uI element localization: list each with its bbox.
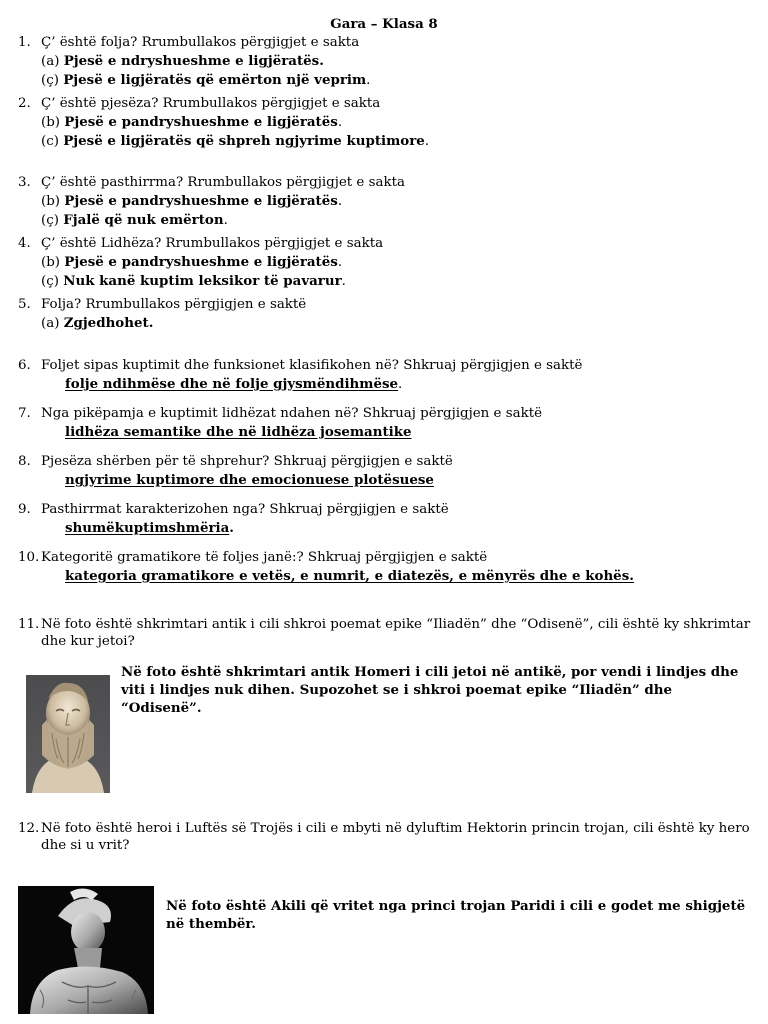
question-text: Ç’ është pjesëza? Rrumbullakos përgjigjet e sakta bbox=[41, 96, 381, 111]
question-10 bbox=[18, 549, 758, 585]
option-period: . bbox=[337, 115, 343, 130]
option-text: Pjesë e pandryshueshme e ligjëratës bbox=[64, 114, 338, 130]
answer-12: Në foto është Akili që vritet nga princi trojan Paridi i cili e godet me shigjetë në thembër. bbox=[166, 898, 746, 932]
question-text: Kategoritë gramatikore të foljes janë:? Shkruaj përgjigjen e saktë bbox=[41, 550, 488, 565]
option-period: . bbox=[424, 134, 430, 149]
written-answer bbox=[18, 423, 758, 441]
option-letter: (a) bbox=[41, 54, 64, 69]
option-letter: (b) bbox=[41, 194, 65, 209]
question-number: 7. bbox=[18, 406, 31, 421]
question-number: 6. bbox=[18, 358, 31, 373]
question-1 bbox=[18, 34, 758, 90]
answer-text: folje ndihmëse dhe në folje gjysmëndihmëse bbox=[65, 376, 399, 392]
option-text: Nuk kanë kuptim leksikor të pavarur bbox=[63, 273, 342, 289]
option[interactable] bbox=[18, 253, 758, 272]
question-text: Foljet sipas kuptimit dhe funksionet klasifikohen në? Shkruaj përgjigjen e saktë bbox=[41, 358, 583, 373]
question-number: 5. bbox=[18, 297, 31, 312]
answer-period: . bbox=[229, 520, 234, 536]
achilles-statue-photo bbox=[18, 886, 154, 1014]
option[interactable] bbox=[18, 132, 758, 151]
question-text: Në foto është heroi i Luftës së Trojës i cili e mbyti në dyluftim Hektorin princin trojan, cili është ky hero dhe si u vrit? bbox=[41, 821, 750, 853]
option-letter: (b) bbox=[41, 255, 65, 270]
option-text: Zgjedhohet bbox=[63, 315, 149, 331]
option[interactable] bbox=[18, 314, 758, 333]
answer-11: Në foto është shkrimtari antik Homeri i cili jetoi në antikë, por vendi i lindjes dhe viti i lindjes nuk dihen. Supozohet se i shkroi poemat epike “Iliadën” dhe “Odisenë”. bbox=[121, 664, 739, 716]
option-letter: (ç) bbox=[41, 274, 64, 289]
answer-text: shumëkuptimshmëria bbox=[65, 520, 230, 536]
question-2 bbox=[18, 95, 758, 151]
question-number: 3. bbox=[18, 175, 31, 190]
question-text: Ç’ është Lidhëza? Rrumbullakos përgjigjet e sakta bbox=[41, 236, 384, 251]
option-period: . bbox=[366, 73, 371, 88]
written-answer bbox=[18, 519, 758, 537]
achilles-statue-image bbox=[18, 886, 154, 1014]
question-6 bbox=[18, 357, 758, 394]
written-answer bbox=[18, 375, 758, 394]
option[interactable] bbox=[18, 211, 758, 230]
option[interactable] bbox=[18, 192, 758, 211]
question-9 bbox=[18, 501, 758, 537]
option-letter: (b) bbox=[41, 115, 65, 130]
question-number: 8. bbox=[18, 454, 31, 469]
question-number: 2. bbox=[18, 96, 31, 111]
option-period: . bbox=[319, 53, 324, 69]
option-letter: (c) bbox=[41, 134, 64, 149]
question-text: Nga pikëpamja e kuptimit lidhëzat ndahen në? Shkruaj përgjigjen e saktë bbox=[41, 406, 543, 421]
option-text: Pjesë e pandryshueshme e ligjëratës bbox=[64, 254, 338, 270]
question-text: Ç’ është pasthirrma? Rrumbullakos përgjigjet e sakta bbox=[41, 175, 405, 190]
option-period: . bbox=[341, 274, 346, 289]
question-text: Pasthirrmat karakterizohen nga? Shkruaj përgjigjen e saktë bbox=[41, 502, 449, 517]
option-text: Pjesë e pandryshueshme e ligjëratës bbox=[64, 193, 338, 209]
written-answer bbox=[18, 471, 758, 489]
question-8 bbox=[18, 453, 758, 489]
answer-text: ngjyrime kuptimore dhe emocionuese plotësuese bbox=[65, 472, 434, 488]
option-letter: (a) bbox=[41, 316, 64, 331]
question-4 bbox=[18, 235, 758, 291]
question-5 bbox=[18, 296, 758, 333]
question-text: Ç’ është folja? Rrumbullakos përgjigjet e sakta bbox=[41, 35, 360, 50]
option[interactable] bbox=[18, 272, 758, 291]
option-text: Fjalë që nuk emërton bbox=[63, 212, 224, 228]
question-number: 12. bbox=[18, 821, 40, 836]
homer-bust-photo bbox=[26, 675, 110, 793]
option-letter: (ç) bbox=[41, 73, 64, 88]
option[interactable] bbox=[18, 113, 758, 132]
option-letter: (ç) bbox=[41, 213, 64, 228]
option-text: Pjesë e ligjëratës që shpreh ngjyrime kuptimore bbox=[63, 133, 425, 149]
question-text: Folja? Rrumbullakos përgjigjen e saktë bbox=[41, 297, 307, 312]
question-number: 4. bbox=[18, 236, 31, 251]
question-3 bbox=[18, 174, 758, 230]
answer-text: kategoria gramatikore e vetës, e numrit, e diatezës, e mënyrës dhe e kohës. bbox=[65, 568, 634, 584]
answer-period: . bbox=[398, 377, 403, 392]
question-number: 11. bbox=[18, 617, 40, 632]
option-period: . bbox=[337, 255, 343, 270]
answer-text: lidhëza semantike dhe në lidhëza josemantike bbox=[65, 424, 412, 440]
page-title: Gara – Klasa 8 bbox=[330, 16, 438, 32]
question-number: 9. bbox=[18, 502, 31, 517]
option-period: . bbox=[223, 213, 228, 228]
option[interactable] bbox=[18, 52, 758, 71]
written-answer bbox=[18, 567, 758, 585]
option-text: Pjesë e ndryshueshme e ligjëratës bbox=[63, 53, 320, 69]
question-12 bbox=[18, 820, 758, 854]
question-number: 1. bbox=[18, 35, 31, 50]
question-7 bbox=[18, 405, 758, 441]
option-text: Pjesë e ligjëratës që emërton një veprim bbox=[63, 72, 367, 88]
question-number: 10. bbox=[18, 550, 40, 565]
question-11 bbox=[18, 616, 758, 650]
option[interactable] bbox=[18, 71, 758, 90]
homer-bust-image bbox=[26, 675, 110, 793]
question-text: Pjesëza shërben për të shprehur? Shkruaj përgjigjen e saktë bbox=[41, 454, 453, 469]
question-text: Në foto është shkrimtari antik i cili shkroi poemat epike “Iliadën” dhe “Odisenë”, cili është ky shkrimtar dhe kur jetoi? bbox=[41, 617, 751, 649]
option-period: . bbox=[148, 315, 154, 331]
option-period: . bbox=[337, 194, 343, 209]
